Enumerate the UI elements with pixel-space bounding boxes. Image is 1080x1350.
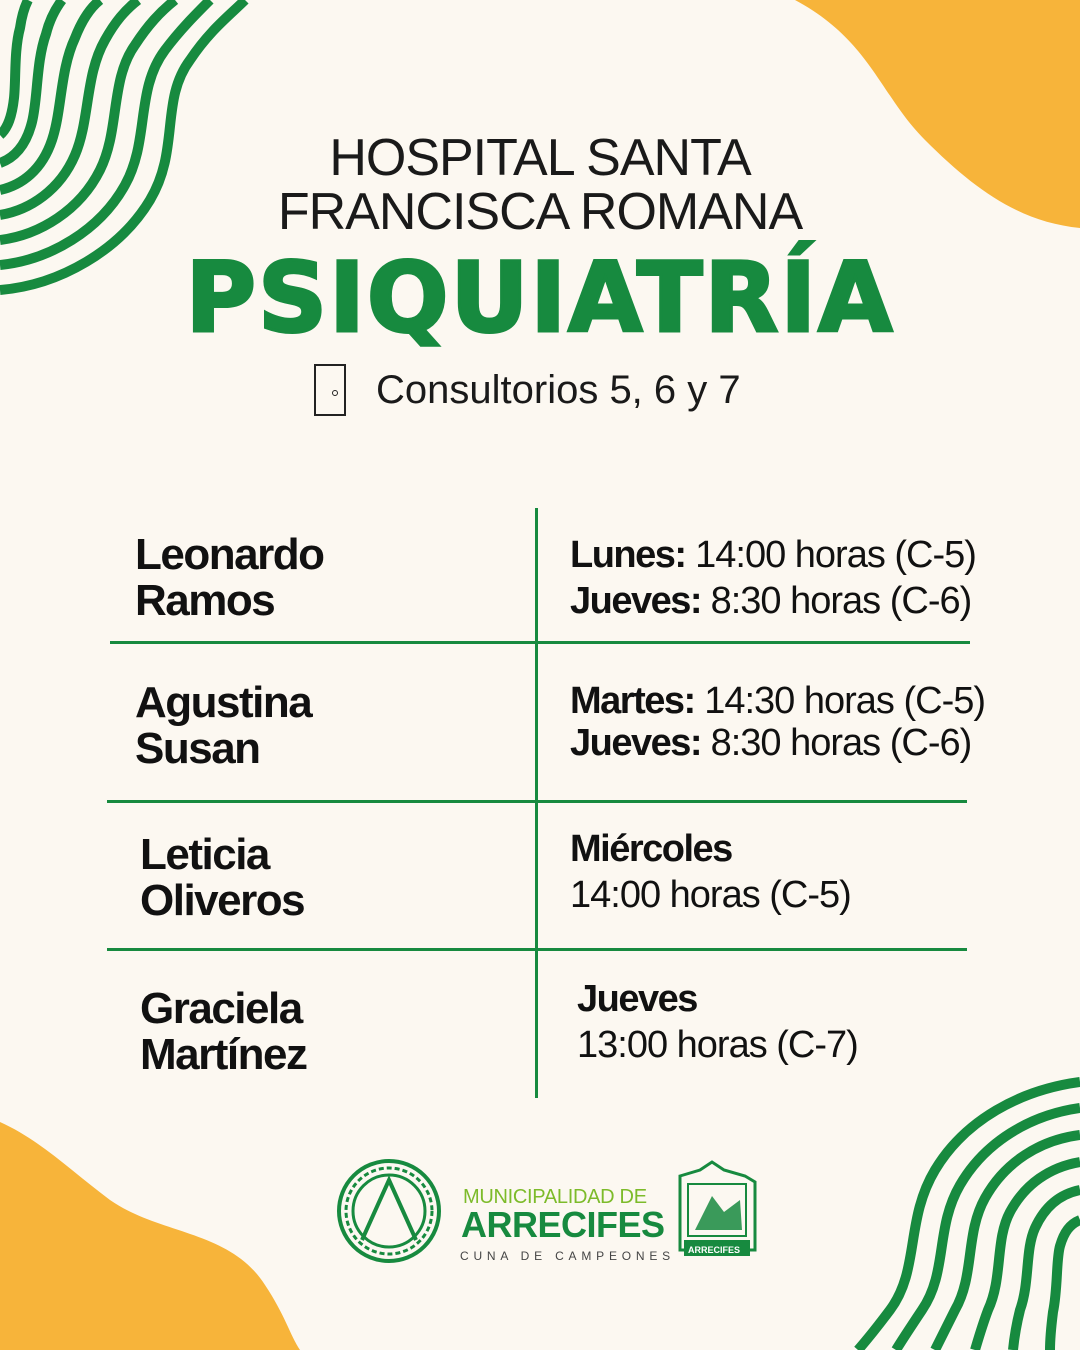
municipality-label: MUNICIPALIDAD DE: [463, 1186, 647, 1208]
doctor-last-name: Susan: [135, 724, 260, 773]
doctor-first-name: Graciela: [140, 984, 302, 1033]
schedule-day: Miércoles: [570, 828, 732, 870]
hospital-name-line2: FRANCISCA ROMANA: [277, 183, 803, 241]
schedule-day: Martes:: [570, 680, 695, 722]
schedule-day: Jueves:: [570, 722, 702, 764]
department-title: PSIQUIATRÍA: [185, 242, 895, 354]
doctor-last-name: Ramos: [135, 576, 275, 625]
schedule-time: 8:30 horas (C-6): [701, 722, 972, 764]
municipality-slogan: CUNA DE CAMPEONES: [460, 1249, 675, 1263]
doctor-first-name: Agustina: [135, 678, 312, 727]
doctor-last-name: Oliveros: [140, 876, 305, 925]
rooms-text: Consultorios 5, 6 y 7: [376, 367, 741, 412]
hospital-name-line1: HOSPITAL SANTA: [329, 129, 751, 187]
doctor-last-name: Martínez: [140, 1030, 307, 1079]
schedule-day: Jueves:: [570, 580, 702, 622]
crest-label: ARRECIFES: [687, 1245, 740, 1255]
schedule-time: 14:00 horas (C-5): [570, 874, 851, 916]
doctor-first-name: Leticia: [140, 830, 269, 879]
campeones-emblem-icon: [339, 1161, 439, 1261]
arrecifes-crest-icon: [680, 1162, 755, 1256]
schedule-day: Lunes:: [570, 534, 686, 576]
schedule-time: 8:30 horas (C-6): [701, 580, 972, 622]
municipality-name: ARRECIFES: [461, 1204, 665, 1245]
schedule-time: 14:00 horas (C-5): [685, 534, 976, 576]
schedule-time: 13:00 horas (C-7): [577, 1024, 858, 1066]
schedule-time: 14:30 horas (C-5): [694, 680, 986, 722]
schedule-day: Jueves: [577, 978, 697, 1020]
doctor-first-name: Leonardo: [135, 530, 324, 579]
